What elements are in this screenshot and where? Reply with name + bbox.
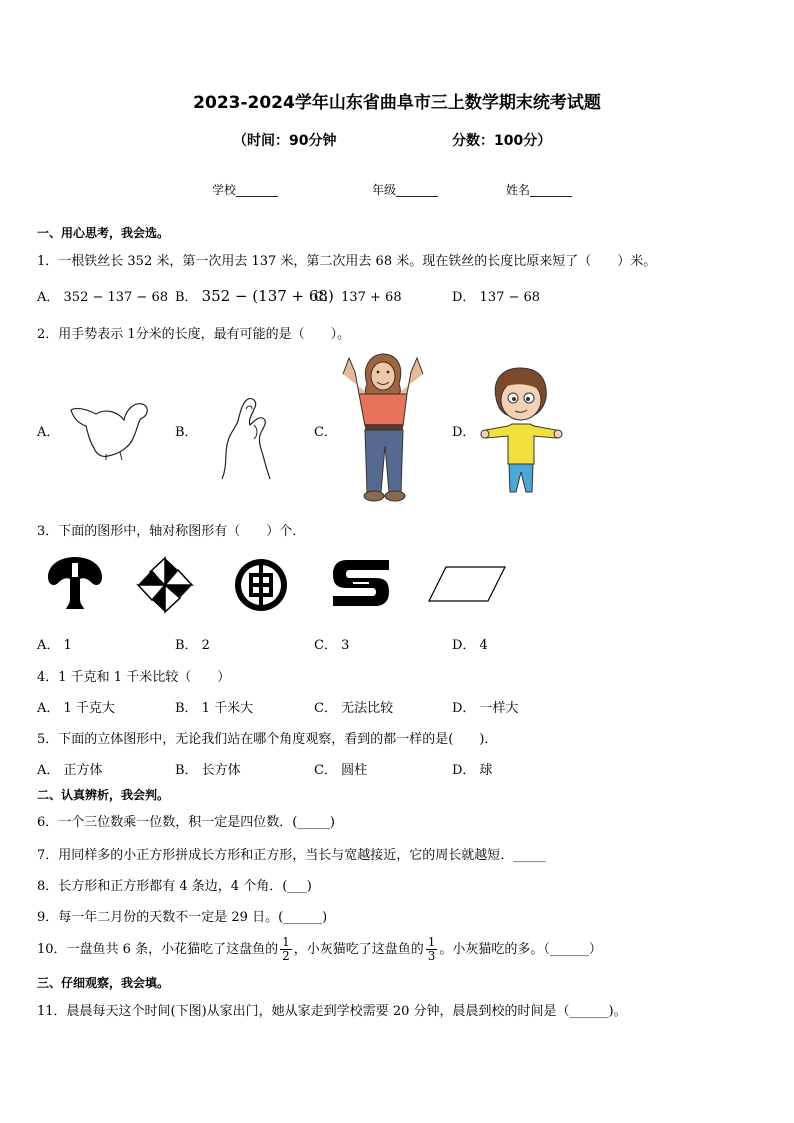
exam-time: （时间：90分钟 bbox=[233, 133, 337, 149]
question-1: 1．一根铁丝长 352 米，第一次用去 137 米，第二次用去 68 米。现在铁丝的长度比原来短了（ ）米。 bbox=[37, 254, 657, 269]
q1-option-b-expr: 352 − (137 + 68) bbox=[201, 287, 334, 305]
section-heading-1: 一、用心思考，我会选。 bbox=[37, 226, 170, 240]
s-shape-logo-icon bbox=[333, 560, 389, 606]
parallelogram-shape bbox=[428, 566, 506, 602]
fraction-one-half bbox=[280, 936, 292, 963]
q3-option-d: D． 4 bbox=[452, 638, 488, 653]
q5-option-c: C． 圆柱 bbox=[314, 763, 368, 778]
name-field: 姓名_______ bbox=[506, 183, 573, 197]
q4-option-b: B． 1 千米大 bbox=[175, 701, 254, 716]
pinwheel-icon bbox=[136, 556, 194, 614]
bank-logo-icon bbox=[233, 557, 289, 613]
q2-option-d: D． bbox=[452, 425, 476, 440]
question-2: 2．用手势表示 1分米的长度，最有可能的是（ ）。 bbox=[37, 327, 351, 342]
q3-option-c: C． 3 bbox=[314, 638, 350, 653]
question-3: 3．下面的图形中，轴对称图形有（ ）个． bbox=[37, 524, 306, 539]
fraction-2-denominator: 3 bbox=[427, 949, 436, 963]
q2-option-c: C． bbox=[314, 425, 337, 440]
page-title: 2023-2024学年山东省曲阜市三上数学期末统考试题 bbox=[193, 93, 601, 113]
q1-option-d: D． 137 − 68 bbox=[452, 290, 541, 305]
fraction-1-denominator: 2 bbox=[282, 949, 290, 963]
grade-field: 年级_______ bbox=[372, 183, 439, 197]
q10-part-2: ，小灰猫吃了这盘鱼的 bbox=[293, 942, 424, 957]
question-8: 8．长方形和正方形都有 4 条边，4 个角．(___) bbox=[37, 879, 312, 894]
q4-option-d: D． 一样大 bbox=[452, 701, 519, 716]
q5-option-a: A． 正方体 bbox=[37, 763, 103, 778]
question-9: 9．每一年二月份的天数不一定是 29 日。(______) bbox=[37, 910, 328, 925]
q1-option-b-label: B． bbox=[175, 290, 198, 305]
section-heading-2: 二、认真辨析，我会判。 bbox=[37, 788, 170, 802]
q5-option-b: B． 长方体 bbox=[175, 763, 241, 778]
q1-option-c: C． 137 + 68 bbox=[314, 290, 402, 305]
exam-score: 分数：100分） bbox=[452, 133, 552, 149]
hand-gesture-image bbox=[218, 395, 273, 480]
section-heading-3: 三、仔细观察，我会填。 bbox=[37, 976, 170, 990]
girl-raising-arms-image bbox=[337, 354, 429, 504]
q4-option-c: C． 无法比较 bbox=[314, 701, 394, 716]
question-11: 11．晨晨每天这个时间(下图)从家出门，她从家走到学校需要 20 分钟，晨晨到校的时间是（______)。 bbox=[37, 1004, 627, 1019]
question-7: 7．用同样多的小正方形拼成长方形和正方形，当长与宽越接近，它的周长就越短．_____ bbox=[37, 848, 546, 863]
question-4: 4．1 千克和 1 千米比较（ ） bbox=[37, 670, 231, 685]
boy-arms-outstretched-image bbox=[482, 368, 562, 494]
school-field: 学校_______ bbox=[212, 183, 279, 197]
fraction-1-numerator: 1 bbox=[282, 935, 290, 949]
q2-option-a: A． bbox=[37, 425, 60, 440]
question-5: 5．下面的立体图形中，无论我们站在哪个角度观察，看到的都一样的是( )． bbox=[37, 732, 498, 747]
fraction-one-third bbox=[426, 936, 438, 963]
q3-option-b: B． 2 bbox=[175, 638, 210, 653]
q4-option-a: A． 1 千克大 bbox=[37, 701, 115, 716]
mushroom-logo-icon bbox=[48, 557, 102, 609]
q1-option-a: A． 352 − 137 − 68 bbox=[37, 290, 169, 305]
q10-part-1: 10．一盘鱼共 6 条，小花猫吃了这盘鱼的 bbox=[37, 942, 279, 957]
q5-option-d: D． 球 bbox=[452, 763, 493, 778]
hand-shadow-bird-image bbox=[68, 398, 153, 460]
question-6: 6．一个三位数乘一位数，积一定是四位数．(_____) bbox=[37, 815, 335, 830]
fraction-2-numerator: 1 bbox=[427, 935, 436, 949]
q2-option-b: B． bbox=[175, 425, 198, 440]
question-10 bbox=[37, 932, 602, 968]
q3-option-a: A． 1 bbox=[37, 638, 72, 653]
q1-option-b bbox=[175, 286, 334, 305]
q10-part-3: 。小灰猫吃的多。（______） bbox=[439, 942, 602, 957]
